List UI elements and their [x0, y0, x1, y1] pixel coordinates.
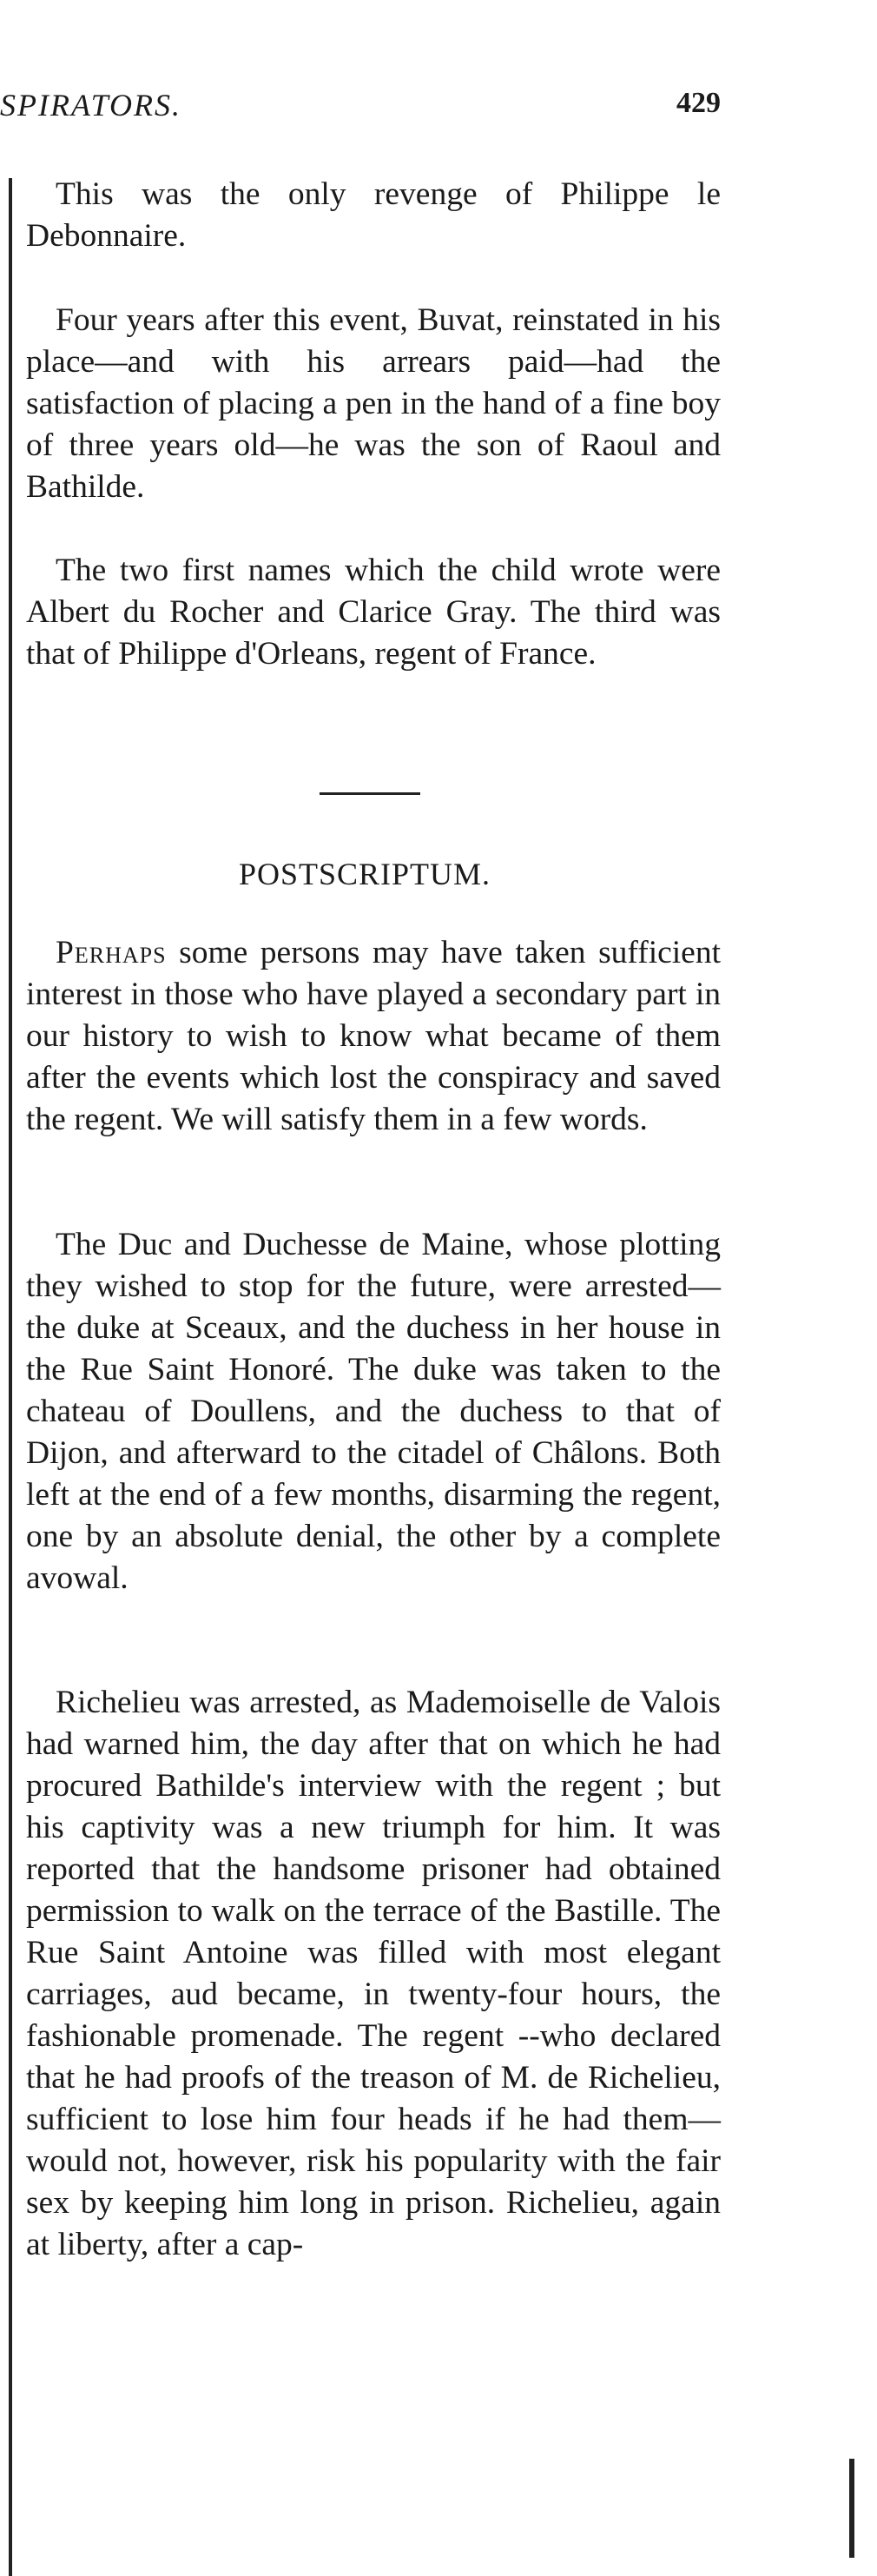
- paragraph-perhaps-text: some persons may have taken sufficient interest in those who have played a secondary part in our history to wish to know what became of them after the events which lost the conspiracy and saved the regent. We will satisfy them in a few words.: [26, 935, 721, 1137]
- section-rule: [320, 792, 420, 795]
- column-rule: [9, 178, 12, 2576]
- paragraph-four-years: Four years after this event, Buvat, reinstated in his place—and with his arrears paid—had the satisfaction of placing a pen in the hand of a fine boy of three years old—he was the son of Raoul and Bathilde.: [26, 302, 721, 505]
- page-header: [0, 87, 721, 130]
- lead-word: Perhaps: [56, 935, 167, 970]
- paragraph-richelieu: Richelieu was arrested, as Mademoiselle de Valois had warned him, the day after that on which he had procured Bathilde's interview with the regent ; but his captivity was a new triumph for him. It was reported that the handsome prisoner had obtained permission to walk on the terrace of the Bastille. The Rue Saint Antoine was filled with most elegant carriages, aud became, in twenty-four hours, the fashionable promenade. The regent --who declared that he had proofs of the treason of M. de Richelieu, sufficient to lose him four heads if he had them—would not, however, risk his popularity with the fair sex by keeping him long in prison. Richelieu, again at liberty, after a cap-: [26, 1685, 721, 2262]
- paragraph-duc-de-maine: The Duc and Duchesse de Maine, whose plotting they wished to stop for the future, were arrested—the duke at Sceaux, and the duchess in her house in the Rue Saint Honoré. The duke was taken to the chateau of Doullens, and the duchess to that of Dijon, and afterward to the citadel of Châlons. Both left at the end of a few months, disarming the regent, one by an absolute denial, the other by a complete avowal.: [26, 1227, 721, 1596]
- page-number: 429: [676, 87, 721, 119]
- paragraph-first-names: The two first names which the child wrote were Albert du Rocher and Clarice Gray. The third was that of Philippe d'Orleans, regent of France.: [26, 553, 721, 672]
- paragraph-perhaps: [26, 932, 721, 1141]
- paragraph-revenge: This was the only revenge of Philippe le Debonnaire.: [26, 176, 721, 254]
- right-edge-rule: [849, 2459, 854, 2558]
- running-head: SPIRATORS.: [0, 88, 181, 123]
- section-title: POSTSCRIPTUM.: [238, 857, 491, 891]
